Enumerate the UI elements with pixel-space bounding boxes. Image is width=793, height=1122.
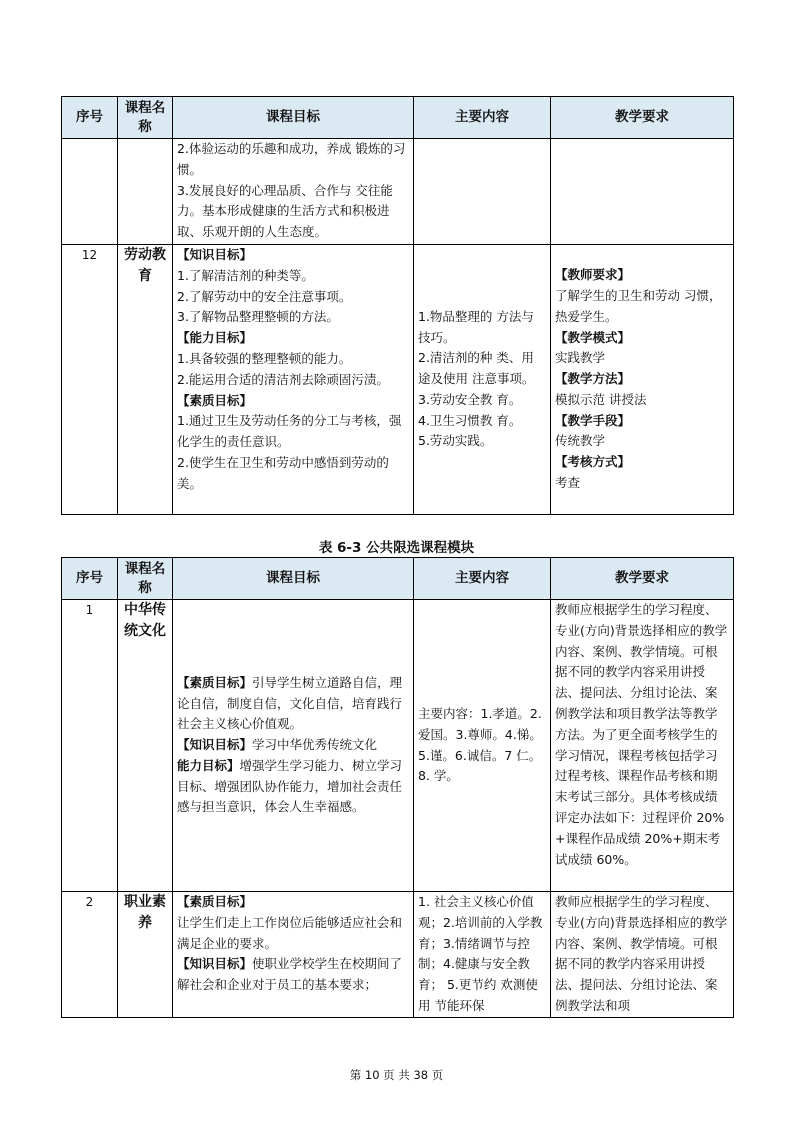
name-cell — [118, 139, 173, 245]
req-cell — [551, 139, 734, 245]
page-number: 第 10 页 共 38 页 — [349, 1068, 444, 1082]
header-seq: 序号 — [62, 97, 118, 139]
header-content: 主要内容 — [414, 558, 551, 600]
elective-course-table — [61, 557, 734, 1018]
table-caption: 表 6-3 公共限选课程模块 — [318, 540, 475, 556]
table-header-row — [62, 97, 734, 139]
course-table-continued — [61, 96, 734, 515]
header-name: 课程名称 — [118, 97, 173, 139]
content-cell: 1.物品整理的 方法与技巧。 2.清洁剂的种 类、用途及使用 注意事项。 3.劳动安全教 育。 4.卫生习惯教 育。 5.劳动实践。 — [414, 245, 551, 515]
table-row — [62, 892, 734, 1018]
goal-cell: 【知识目标】 1.了解清洁剂的种类等。 2.了解劳动中的安全注意事项。 3.了解物品整理整顿的方法。 【能力目标】 1.具备较强的整理整顿的能力。 2.能运用合适的清洁剂去除顽固污渍。 【素质目标】 1.通过卫生及劳动任务的分工与考核，强化学生的责任意识。 2.使学生在卫生和劳动中感悟到劳动的美。 — [173, 245, 414, 515]
table-header-row — [62, 558, 734, 600]
seq-cell: 1 — [62, 600, 118, 892]
content-cell: 1. 社会主义核心价值观；2.培训前的入学教育；3.情绪调节与控制；4.健康与安全教育； 5.更节约 欢测使用 节能环保 — [414, 892, 551, 1018]
header-req: 教学要求 — [551, 97, 734, 139]
header-content: 主要内容 — [414, 97, 551, 139]
goal-cell: 【素质目标】 让学生们走上工作岗位后能够适应社会和满足企业的要求。 【知识目标】使职业学校学生在校期间了解社会和企业对于员工的基本要求； — [173, 892, 414, 1018]
header-name: 课程名称 — [118, 558, 173, 600]
req-cell: 教师应根据学生的学习程度、专业(方向)背景选择相应的教学内容、案例、教学情境。可根据不同的教学内容采用讲授法、提问法、分组讨论法、案例教学法和项 — [551, 892, 734, 1018]
course-name: 中华传统文化 — [118, 600, 173, 892]
header-goal: 课程目标 — [173, 97, 414, 139]
goal-cell: 【素质目标】引导学生树立道路自信，理论自信，制度自信，文化自信，培育践行社会主义核心价值观。 【知识目标】学习中华优秀传统文化 能力目标】增强学生学习能力、树立学习目标、增强团队协作能力，增加社会责任感与担当意识，体会人生幸福感。 — [173, 600, 414, 892]
table-row-continued — [62, 139, 734, 245]
req-cell: 【教师要求】 了解学生的卫生和劳动 习惯，热爱学生。 【教学模式】 实践教学 【教学方法】 模拟示范 讲授法 【教学手段】 传统教学 【考核方式】 考查 — [551, 245, 734, 515]
course-name: 职业素养 — [118, 892, 173, 1018]
goal-cell: 2.体验运动的乐趣和成功，养成 锻炼的习惯。 3.发展良好的心理品质、合作与 交往能力。基本形成健康的生活方式和积极进取、乐观开朗的人生态度。 — [173, 139, 414, 245]
header-goal: 课程目标 — [173, 558, 414, 600]
seq-cell: 12 — [62, 245, 118, 515]
header-req: 教学要求 — [551, 558, 734, 600]
course-name: 劳动教育 — [118, 245, 173, 515]
seq-cell — [62, 139, 118, 245]
header-seq: 序号 — [62, 558, 118, 600]
seq-cell: 2 — [62, 892, 118, 1018]
table-row — [62, 245, 734, 515]
table-row — [62, 600, 734, 892]
content-cell — [414, 139, 551, 245]
req-cell: 教师应根据学生的学习程度、专业(方向)背景选择相应的教学内容、案例、教学情境。可根据不同的教学内容采用讲授法、提问法、分组讨论法、案例教学法和项目教学法等教学方法。为了更全面考核学生的学习情况，课程考核包括学习过程考核、课程作品考核和期末考试三部分。具体考核成绩评定办法如下：过程评价 20%+课程作品成绩 20%+期末考试成绩 60%。 — [551, 600, 734, 892]
content-cell: 主要内容：1.孝道。2.爱国。3.尊师。4.悌。5.谨。6.诚信。7 仁。8. 学。 — [414, 600, 551, 892]
